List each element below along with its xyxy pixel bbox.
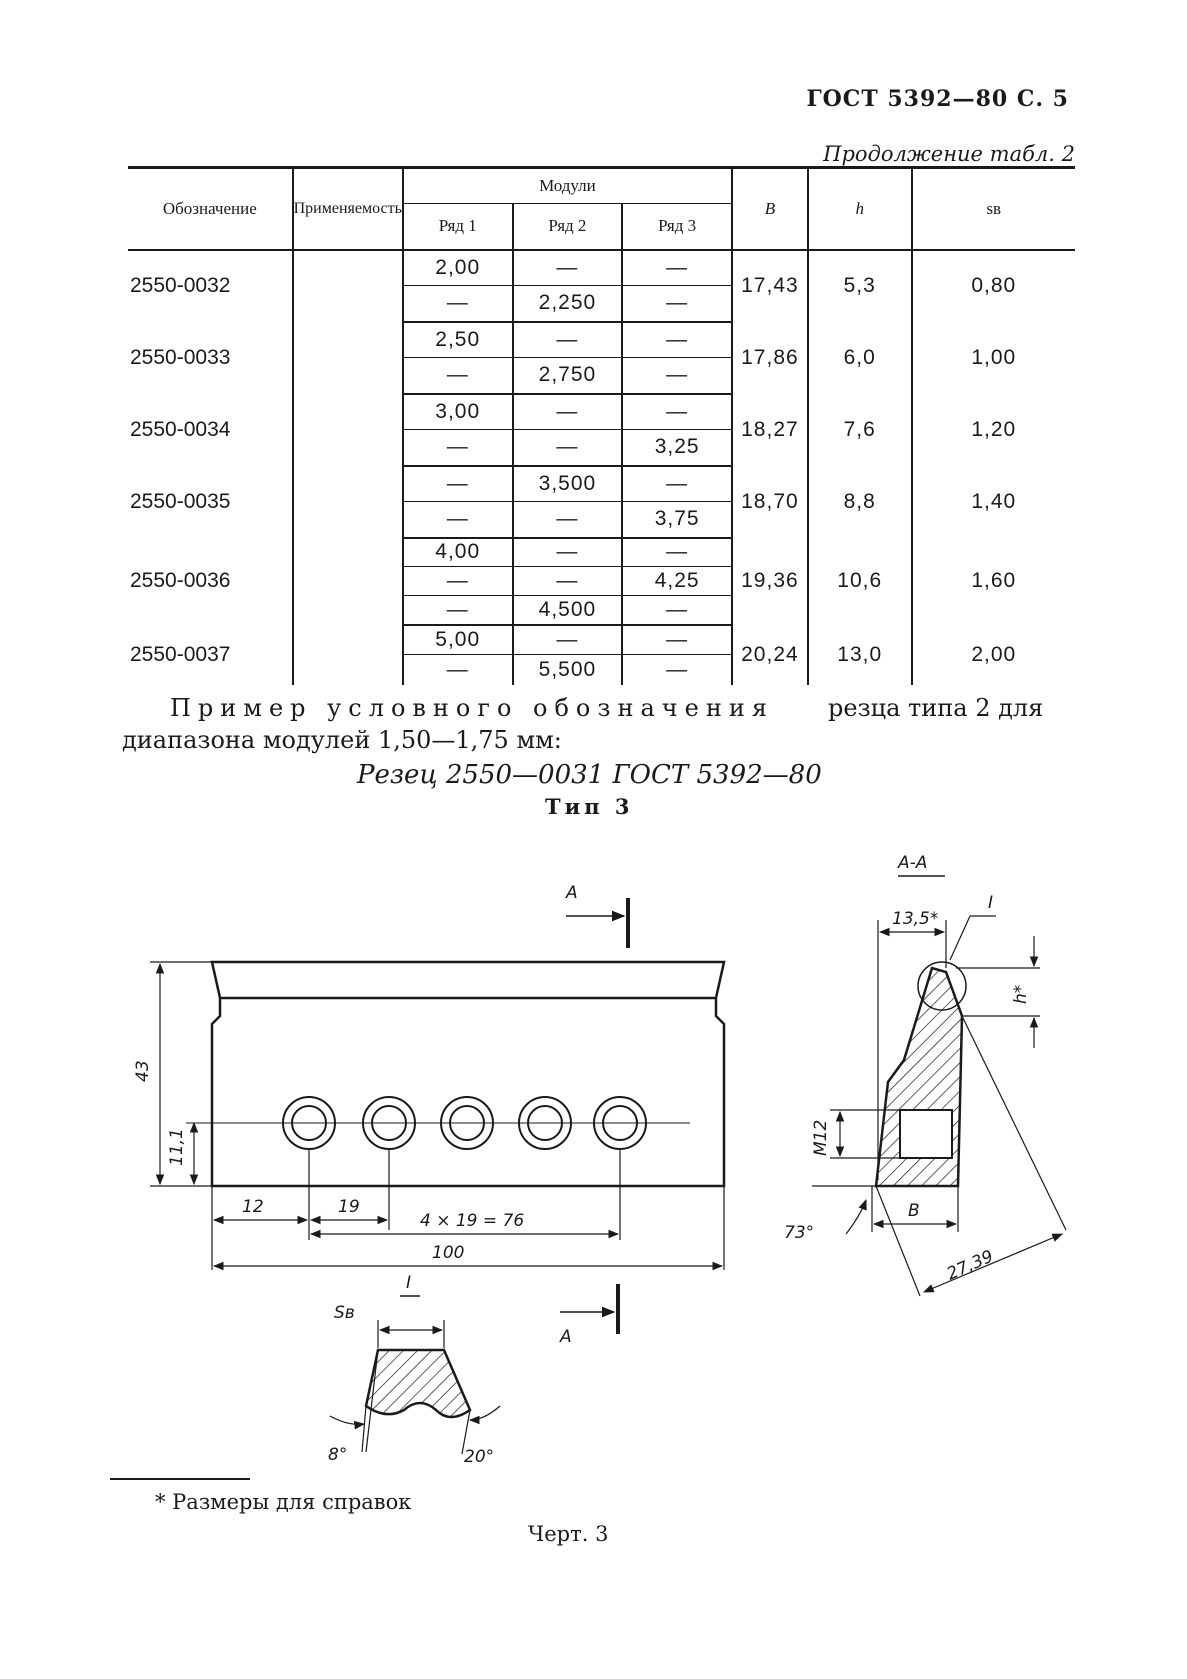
module-cell: 3,75 xyxy=(622,502,732,538)
applicability-cell xyxy=(293,250,403,322)
cutter-spec-table xyxy=(128,166,1075,685)
dim-angle-left: 8° xyxy=(328,1445,348,1465)
example-lead-rest: резца типа 2 для xyxy=(828,694,1044,722)
detail-label-section: I xyxy=(988,893,994,913)
designation-cell: 2550-0035 xyxy=(130,489,231,513)
sb-cell: 1,20 xyxy=(912,394,1075,466)
module-cell: 3,25 xyxy=(622,430,732,466)
col-header-row1: Ряд 1 xyxy=(403,204,513,250)
applicability-cell xyxy=(293,394,403,466)
dim-hole-axis: 11,1 xyxy=(167,1128,187,1166)
module-cell: — xyxy=(513,538,623,567)
designation-cell: 2550-0036 xyxy=(130,569,231,592)
table-row xyxy=(128,250,1075,286)
module-cell: — xyxy=(622,655,732,685)
module-cell: 4,00 xyxy=(403,538,513,567)
applicability-cell xyxy=(293,625,403,685)
module-cell: — xyxy=(513,625,623,655)
table-continuation-label: Продолжение табл. 2 xyxy=(823,142,1075,166)
module-cell: 2,00 xyxy=(403,250,513,286)
module-cell: 2,50 xyxy=(403,322,513,358)
dim-width-ref: 13,5* xyxy=(892,909,939,929)
dim-angle-right: 20° xyxy=(464,1447,495,1467)
module-cell: 4,25 xyxy=(622,567,732,596)
B-cell: 19,36 xyxy=(732,538,808,625)
module-cell: — xyxy=(513,430,623,466)
module-cell: — xyxy=(622,250,732,286)
detail-view xyxy=(366,1350,470,1417)
module-cell: — xyxy=(513,322,623,358)
module-cell: 3,500 xyxy=(513,466,623,502)
module-cell: — xyxy=(513,502,623,538)
module-cell: — xyxy=(513,250,623,286)
figure-caption: Черт. 3 xyxy=(528,1522,609,1546)
sb-cell: 1,00 xyxy=(912,322,1075,394)
example-line2: диапазона модулей 1,50—1,75 мм: xyxy=(122,726,562,754)
module-cell: 5,500 xyxy=(513,655,623,685)
page-header: ГОСТ 5392—80 С. 5 xyxy=(806,86,1069,112)
dim-B: B xyxy=(908,1201,920,1221)
dim-h-ref: h* xyxy=(1011,984,1031,1004)
module-cell: — xyxy=(403,286,513,322)
module-cell: — xyxy=(403,430,513,466)
module-cell: — xyxy=(403,596,513,625)
h-cell: 10,6 xyxy=(808,538,912,625)
designation-cell: 2550-0033 xyxy=(130,345,231,369)
dim-edge: 12 xyxy=(242,1197,264,1217)
applicability-cell xyxy=(293,322,403,394)
front-view xyxy=(212,962,724,1186)
sb-cell: 2,00 xyxy=(912,625,1075,685)
detail-label: I xyxy=(406,1273,412,1293)
B-cell: 17,43 xyxy=(732,250,808,322)
designation-cell: 2550-0034 xyxy=(130,417,231,441)
example-designation: Резец 2550—0031 ГОСТ 5392—80 xyxy=(357,760,822,790)
footnote-rule xyxy=(110,1478,250,1480)
table-row xyxy=(128,538,1075,567)
module-cell: — xyxy=(622,596,732,625)
module-cell: — xyxy=(403,567,513,596)
dim-length: 100 xyxy=(432,1243,465,1263)
dim-diag: 27,39 xyxy=(943,1246,997,1285)
module-cell: 4,500 xyxy=(513,596,623,625)
sb-cell: 1,60 xyxy=(912,538,1075,625)
module-cell: — xyxy=(403,466,513,502)
B-cell: 18,27 xyxy=(732,394,808,466)
type-label: Тип 3 xyxy=(545,794,634,819)
col-header-B: B xyxy=(732,168,808,250)
module-cell: — xyxy=(513,394,623,430)
module-cell: — xyxy=(403,358,513,394)
footnote: * Размеры для справок xyxy=(155,1490,412,1514)
dim-height: 43 xyxy=(133,1060,153,1082)
module-cell: 3,00 xyxy=(403,394,513,430)
B-cell: 20,24 xyxy=(732,625,808,685)
sb-cell: 1,40 xyxy=(912,466,1075,538)
sb-cell: 0,80 xyxy=(912,250,1075,322)
applicability-cell xyxy=(293,538,403,625)
module-cell: — xyxy=(403,502,513,538)
designation-cell: 2550-0037 xyxy=(130,642,231,666)
dim-sb: Sв xyxy=(334,1303,355,1323)
cut-label-top: А xyxy=(566,883,578,903)
h-cell: 8,8 xyxy=(808,466,912,538)
col-header-designation: Обозначение xyxy=(128,168,293,250)
module-cell: 2,750 xyxy=(513,358,623,394)
mounting-holes xyxy=(186,1097,690,1149)
module-cell: — xyxy=(622,322,732,358)
designation-cell: 2550-0032 xyxy=(130,274,231,297)
applicability-cell xyxy=(293,466,403,538)
dim-angle-main: 73° xyxy=(784,1223,815,1243)
table-row xyxy=(128,394,1075,430)
col-header-h: h xyxy=(808,168,912,250)
section-label: А-А xyxy=(898,853,928,873)
module-cell: 2,250 xyxy=(513,286,623,322)
dim-pitch-total: 4 × 19 = 76 xyxy=(420,1211,525,1231)
dim-thread: M12 xyxy=(811,1119,831,1156)
module-cell: — xyxy=(622,394,732,430)
table-row xyxy=(128,466,1075,502)
col-header-sb: sв xyxy=(912,168,1075,250)
h-cell: 6,0 xyxy=(808,322,912,394)
B-cell: 18,70 xyxy=(732,466,808,538)
module-cell: 5,00 xyxy=(403,625,513,655)
col-header-row2: Ряд 2 xyxy=(513,204,623,250)
module-cell: — xyxy=(622,358,732,394)
col-header-applicability: Применяемость xyxy=(293,168,403,250)
col-header-row3: Ряд 3 xyxy=(622,204,732,250)
module-cell: — xyxy=(513,567,623,596)
h-cell: 5,3 xyxy=(808,250,912,322)
module-cell: — xyxy=(622,625,732,655)
module-cell: — xyxy=(622,538,732,567)
module-cell: — xyxy=(403,655,513,685)
B-cell: 17,86 xyxy=(732,322,808,394)
module-cell: — xyxy=(622,466,732,502)
cut-label-bottom: А xyxy=(560,1327,572,1347)
module-cell: — xyxy=(622,286,732,322)
example-lead: Пример условного обозначения xyxy=(170,694,774,722)
h-cell: 7,6 xyxy=(808,394,912,466)
section-view xyxy=(876,968,962,1186)
h-cell: 13,0 xyxy=(808,625,912,685)
dim-pitch: 19 xyxy=(338,1197,360,1217)
table-row xyxy=(128,322,1075,358)
table-row xyxy=(128,625,1075,655)
col-header-modules: Модули xyxy=(403,168,732,204)
cutter-drawing xyxy=(0,820,1187,1480)
